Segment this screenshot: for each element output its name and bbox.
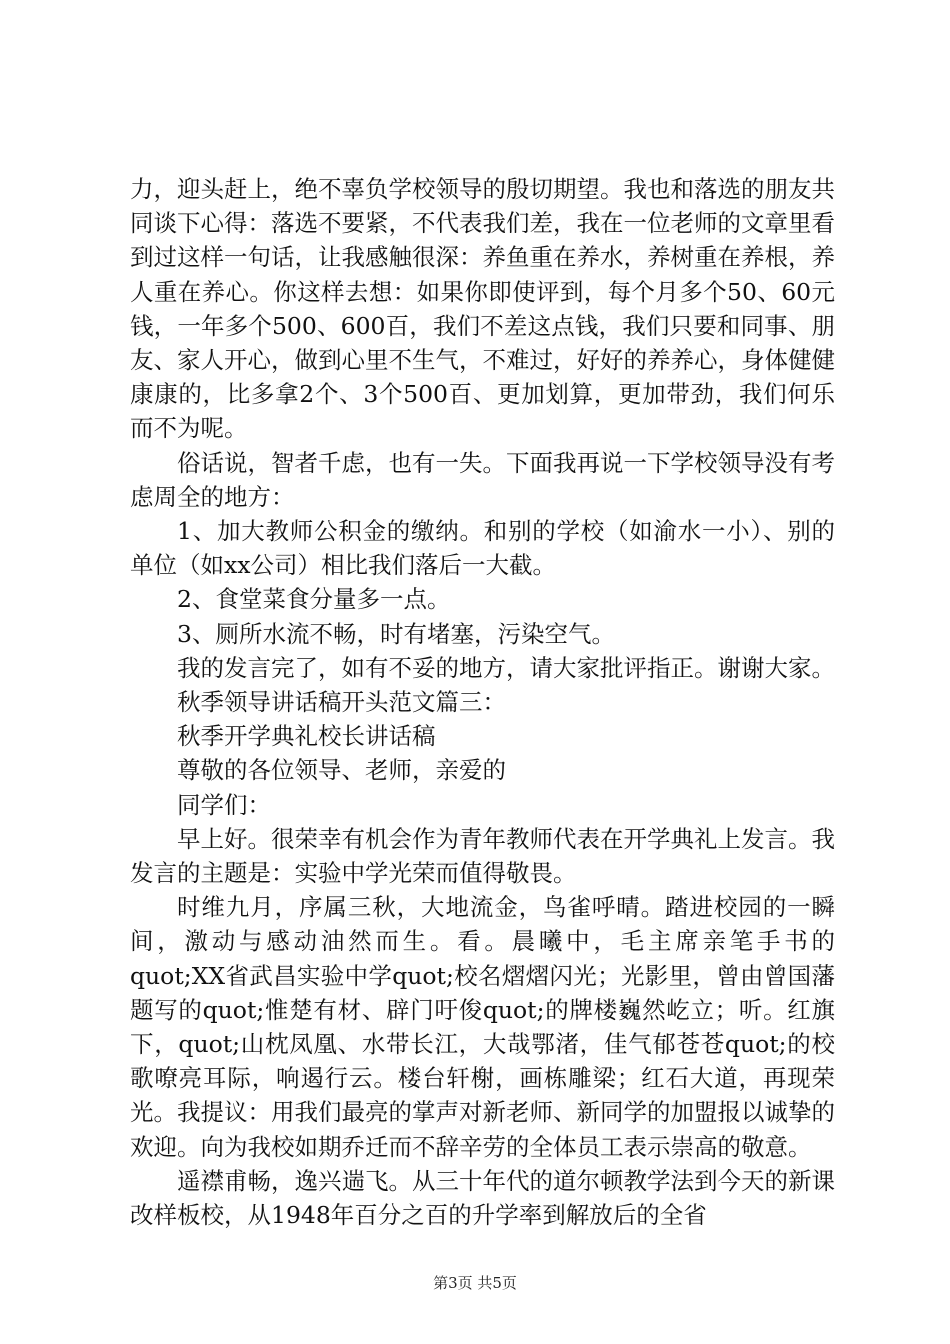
paragraph-proverb: 俗话说，智者千虑，也有一失。下面我再说一下学校领导没有考虑周全的地方：: [130, 448, 835, 511]
paragraph-closing: 我的发言完了，如有不妥的地方，请大家批评指正。谢谢大家。: [177, 653, 835, 682]
list-item-1: 1、加大教师公积金的缴纳。和别的学校（如渝水一小）、别的单位（如xx公司）相比我们落后一大截。: [130, 517, 835, 580]
page-number: 第3页 共5页: [433, 1274, 517, 1292]
salutation-line-1: 尊敬的各位领导、老师，亲爱的: [177, 756, 506, 785]
paragraph-campus: 时维九月，序属三秋，大地流金，鸟雀呼晴。踏进校园的一瞬间，激动与感动油然而生。看。晨曦中，毛主席亲笔手书的quot;XX省武昌实验中学quot;校名熠熠闪光；光影里，曾由曾国藩题写的quot;惟楚有材、辟门吁俊quot;的牌楼巍然屹立；听。红旗下，quot;山枕凤凰、水带长江，大哉鄂渚，佳气郁苍苍quot;的校歌嘹亮耳际，响遏行云。楼台轩榭，画栋雕梁；红石大道，再现荣光。我提议：用我们最亮的掌声对新老师、新同学的加盟报以诚挚的欢迎。向为我校如期乔迁而不辞辛劳的全体员工表示崇高的敬意。: [130, 893, 835, 1161]
list-item-3: 3、厕所水流不畅，时有堵塞，污染空气。: [177, 619, 615, 648]
paragraph-history: 遥襟甫畅，逸兴遄飞。从三十年代的道尔顿教学法到今天的新课改样板校，从1948年百分之百的升学率到解放后的全省: [130, 1166, 835, 1230]
salutation-line-2: 同学们：: [177, 790, 271, 819]
speech-title: 秋季开学典礼校长讲话稿: [177, 722, 436, 751]
section-heading: 秋季领导讲话稿开头范文篇三：: [177, 688, 506, 717]
paragraph-continued: 力，迎头赶上，绝不辜负学校领导的殷切期望。我也和落选的朋友共同谈下心得：落选不要紧，不代表我们差，我在一位老师的文章里看到过这样一句话，让我感触很深：养鱼重在养水，养树重在养根，养人重在养心。你这样去想：如果你即使评到，每个月多个50、60元钱，一年多个500、600百，我们不差这点钱，我们只要和同事、朋友、家人开心，做到心里不生气，不难过，好好的养养心，身体健健康康的，比多拿2个、3个500百、更加划算，更加带劲，我们何乐而不为呢。: [130, 175, 835, 443]
list-item-2: 2、食堂菜食分量多一点。: [177, 585, 451, 614]
document-body: [130, 172, 835, 1232]
paragraph-greeting: 早上好。很荣幸有机会作为青年教师代表在开学典礼上发言。我发言的主题是：实验中学光荣而值得敬畏。: [130, 824, 835, 888]
